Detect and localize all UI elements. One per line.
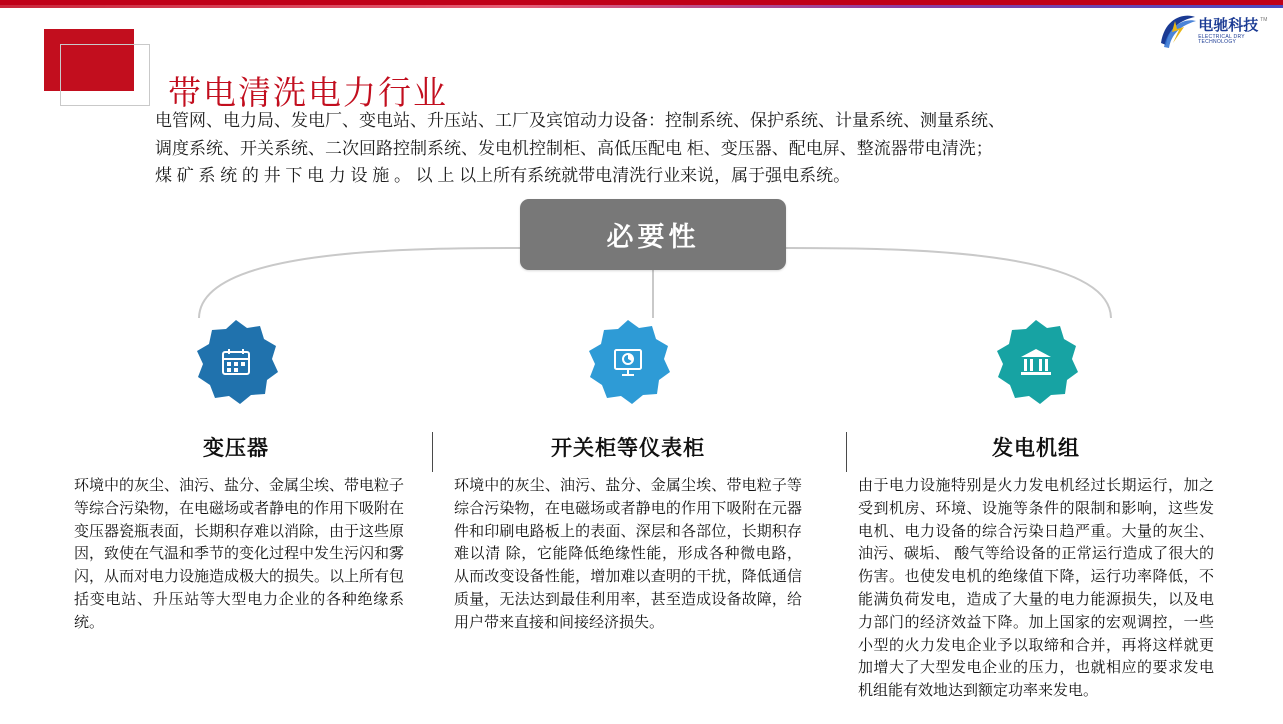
title-outline-square-decoration (60, 44, 150, 106)
intro-line-1: 电管网、电力局、发电厂、变电站、升压站、工厂及宾馆动力设备：控制系统、保护系统、计量系统、测量系统、 (155, 111, 1005, 130)
column-body-3: 由于电力设施特别是火力发电机经过长期运行，加之受到机房、环境、设施等条件的限制和影响，这些发电机、电力设备的综合污染日趋严重。大量的灰尘、油污、碳垢、 酸气等给设备的正常运行造成了很大的伤害。也使发电机的绝缘值下降，运行功率降低，不能满负荷发电，造成了大量的电力能源损失，以及电力部门的经济效益下降。加上国家的宏观调控，一些小型的火力发电企业予以取缔和合并，再将这样就更加增大了大型发电企业的压力，也就相应的要求发电机组能有效地达到额定功率来发电。 (858, 477, 1214, 700)
center-necessity-label: 必要性 (606, 222, 700, 252)
center-necessity-box (520, 199, 786, 270)
column-transformer (60, 318, 412, 635)
column-body-2: 环境中的灰尘、油污、盐分、金属尘埃、带电粒子等综合污染物，在电磁场或者静电的作用下吸附在元器件和印刷电路板上的表面、深层和各部位，长期积存难以清 除，它能降低绝缘性能，形成各种微电路，从而改变设备性能，增加难以查明的干扰，降低通信质量，无法达到最佳利用率，甚至造成设备故障，给用户带来直接和间接经济损失。 (454, 477, 802, 631)
presentation-chart-icon (611, 345, 645, 384)
column-heading-3: 发电机组 (992, 437, 1080, 460)
bank-building-icon (1019, 345, 1053, 384)
badge-3 (990, 318, 1082, 410)
top-gradient-bar (0, 5, 1283, 8)
calendar-icon (219, 345, 253, 384)
column-heading-2: 开关柜等仪表柜 (551, 437, 705, 460)
badge-1 (190, 318, 282, 410)
column-heading-1: 变压器 (203, 437, 269, 460)
column-separator-2 (846, 432, 847, 472)
badge-wrap-1 (60, 318, 412, 424)
badge-wrap-2 (448, 318, 808, 424)
logo-trademark: TM (1260, 16, 1268, 23)
intro-line-3: 煤 矿 系 统 的 井 下 电 力 设 施 。 以 上 以上所有系统就带电清洗行业来说，属于强电系统。 (155, 166, 851, 186)
intro-paragraph (155, 107, 1235, 190)
page-title: 带电清洗电力行业 (168, 74, 448, 112)
badge-2 (582, 318, 674, 410)
column-switchgear (448, 318, 808, 635)
column-generator-set (852, 318, 1220, 703)
column-body-1: 环境中的灰尘、油污、盐分、金属尘埃、带电粒子等综合污染物，在电磁场或者静电的作用下吸附在变压器瓷瓶表面，长期积存难以消除，由于这些原因，致使在气温和季节的变化过程中发生污闪和雾闪，从而对电力设施造成极大的损失。以上所有包括变电站、升压站等大型电力企业的各种绝缘系统。 (74, 477, 405, 631)
logo-name-en: ELECTRICAL DRY TECHNOLOGY (1198, 33, 1245, 45)
badge-wrap-3 (852, 318, 1220, 424)
column-separator-1 (432, 432, 433, 472)
intro-line-2: 调度系统、开关系统、二次回路控制系统、发电机控制柜、高低压配电 柜、变压器、配电屏、整流器带电清洗； (155, 138, 993, 158)
logo-name-cn: 电驰科技 (1198, 16, 1259, 34)
logo-swoosh-icon (1155, 9, 1194, 53)
brand-logo (1155, 8, 1275, 54)
